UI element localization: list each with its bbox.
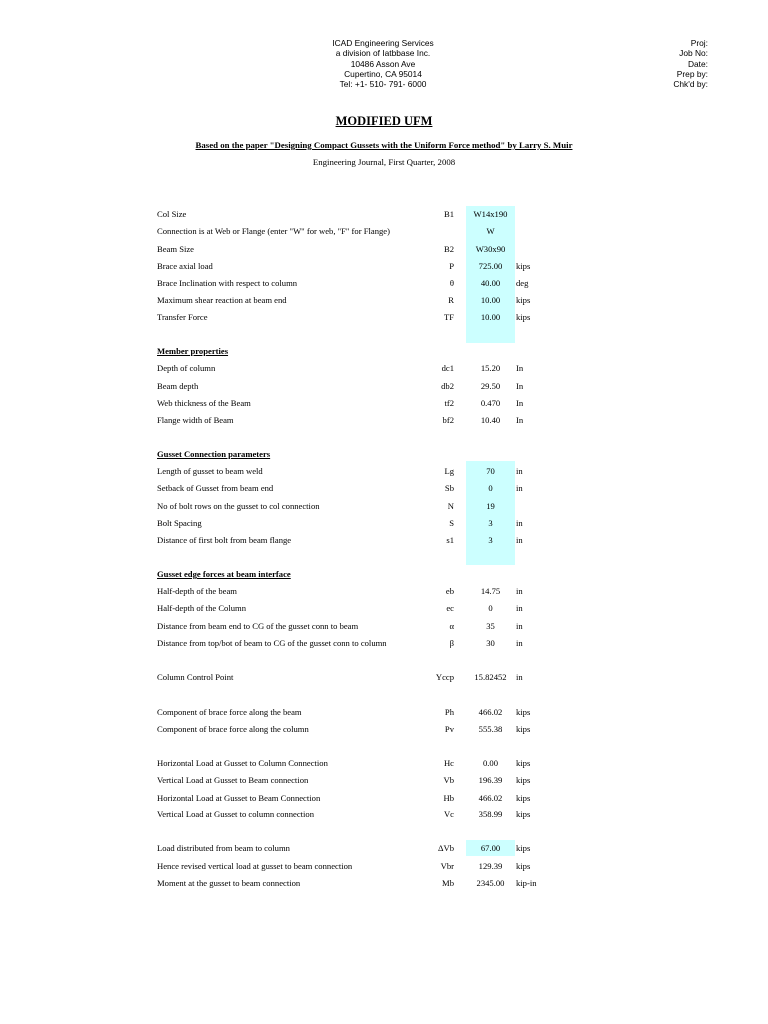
row-first-bolt-distance bbox=[0, 533, 768, 547]
row-unit: in bbox=[516, 638, 523, 648]
row-label: Component of brace force along the column bbox=[157, 724, 309, 734]
row-unit: In bbox=[516, 363, 524, 373]
row-label: Column Control Point bbox=[157, 672, 234, 682]
row-label: Beam Size bbox=[157, 244, 194, 254]
row-beta-distance bbox=[0, 636, 768, 650]
company-address-block bbox=[300, 38, 466, 89]
row-label: Horizontal Load at Gusset to Beam Connection bbox=[157, 793, 321, 803]
row-value: 466.02 bbox=[478, 707, 503, 717]
row-unit: in bbox=[516, 672, 523, 682]
row-value: 10.40 bbox=[480, 415, 501, 425]
row-label: Brace axial load bbox=[157, 261, 213, 271]
row-value: 29.50 bbox=[480, 381, 501, 391]
row-symbol: bf2 bbox=[442, 415, 454, 425]
checked-by-label: Chk'd by: bbox=[673, 79, 708, 90]
row-beam-depth bbox=[0, 379, 768, 393]
row-label: Setback of Gusset from beam end bbox=[157, 483, 274, 493]
row-value: 0.00 bbox=[482, 758, 499, 768]
row-unit: in bbox=[516, 483, 523, 493]
row-label: Flange width of Beam bbox=[157, 415, 234, 425]
bolt-spacing-input[interactable]: 3 bbox=[488, 518, 493, 528]
row-label: Vertical Load at Gusset to Beam connection bbox=[157, 775, 309, 785]
row-label: Col Size bbox=[157, 209, 187, 219]
row-symbol: N bbox=[447, 501, 454, 511]
row-value: 30 bbox=[486, 638, 495, 648]
row-symbol: ec bbox=[446, 603, 454, 613]
row-vertical-load-beam bbox=[0, 773, 768, 787]
row-unit: deg bbox=[516, 278, 529, 288]
connection-type-input[interactable]: W bbox=[486, 226, 495, 236]
row-value: 0 bbox=[488, 603, 493, 613]
row-value: 196.39 bbox=[478, 775, 503, 785]
row-moment-at-connection bbox=[0, 876, 768, 890]
row-max-shear-reaction bbox=[0, 293, 768, 307]
col-size-input[interactable]: W14x190 bbox=[473, 209, 508, 219]
row-unit: in bbox=[516, 518, 523, 528]
row-label: Brace Inclination with respect to column bbox=[157, 278, 298, 288]
row-unit: kips bbox=[516, 707, 531, 717]
row-symbol: Pv bbox=[444, 724, 454, 734]
row-alpha-distance bbox=[0, 619, 768, 633]
row-col-size bbox=[0, 207, 768, 221]
row-half-depth-beam bbox=[0, 584, 768, 598]
row-half-depth-column bbox=[0, 601, 768, 615]
row-symbol: Ph bbox=[444, 707, 454, 717]
row-label: Maximum shear reaction at beam end bbox=[157, 295, 287, 305]
row-symbol: S bbox=[449, 518, 454, 528]
company-division: a division of Iatbbase Inc. bbox=[335, 48, 431, 59]
row-revised-vertical-load bbox=[0, 859, 768, 873]
row-symbol: tf2 bbox=[444, 398, 454, 408]
gusset-length-input[interactable]: 70 bbox=[486, 466, 495, 476]
row-value: 358.99 bbox=[478, 809, 503, 819]
row-symbol: β bbox=[449, 638, 454, 648]
row-unit: kips bbox=[516, 861, 531, 871]
row-unit: kips bbox=[516, 724, 531, 734]
row-symbol: θ bbox=[449, 278, 454, 288]
row-flange-width bbox=[0, 413, 768, 427]
row-connection-type bbox=[0, 224, 768, 238]
job-no-label: Job No: bbox=[679, 48, 708, 59]
row-label: Distance of first bolt from beam flange bbox=[157, 535, 292, 545]
row-value: 35 bbox=[486, 621, 495, 631]
row-unit: in bbox=[516, 466, 523, 476]
row-label: Hence revised vertical load at gusset to beam connection bbox=[157, 861, 353, 871]
row-symbol: B1 bbox=[443, 209, 454, 219]
row-value: 15.82452 bbox=[474, 672, 507, 682]
row-symbol: eb bbox=[445, 586, 454, 596]
beam-size-input[interactable]: W30x90 bbox=[475, 244, 506, 254]
row-label: Transfer Force bbox=[157, 312, 208, 322]
row-unit: kips bbox=[516, 809, 531, 819]
date-label: Date: bbox=[687, 58, 708, 69]
page-subtitle: Based on the paper "Designing Compact Gussets with the Uniform Force method" by Larry S. Muir bbox=[195, 140, 573, 150]
row-horizontal-load-beam bbox=[0, 791, 768, 805]
row-unit: kip-in bbox=[516, 878, 537, 888]
row-label: Component of brace force along the beam bbox=[157, 707, 302, 717]
row-depth-of-column bbox=[0, 361, 768, 375]
row-value: 2345.00 bbox=[476, 878, 505, 888]
row-symbol: R bbox=[448, 295, 454, 305]
row-gusset-length bbox=[0, 464, 768, 478]
row-label: Distance from beam end to CG of the gusset conn to beam bbox=[157, 621, 359, 631]
row-symbol: Hb bbox=[443, 793, 454, 803]
gusset-setback-input[interactable]: 0 bbox=[488, 483, 493, 493]
row-symbol: db2 bbox=[441, 381, 454, 391]
company-phone: Tel: +1- 510- 791- 6000 bbox=[339, 79, 427, 90]
proj-label: Proj: bbox=[690, 38, 708, 48]
row-label: Depth of column bbox=[157, 363, 216, 373]
brace-inclination-input[interactable]: 40.00 bbox=[480, 278, 501, 288]
section-heading-edge-forces: Gusset edge forces at beam interface bbox=[157, 569, 291, 579]
row-unit: kips bbox=[516, 295, 531, 305]
company-street: 10486 Asson Ave bbox=[350, 58, 416, 69]
row-label: Half-depth of the beam bbox=[157, 586, 237, 596]
row-transfer-force bbox=[0, 310, 768, 324]
row-unit: kips bbox=[516, 843, 531, 853]
row-value: 0.470 bbox=[480, 398, 501, 408]
row-web-thickness bbox=[0, 396, 768, 410]
row-bolt-spacing bbox=[0, 516, 768, 530]
row-unit: kips bbox=[516, 758, 531, 768]
row-symbol: Vc bbox=[443, 809, 454, 819]
max-shear-reaction-input[interactable]: 10.00 bbox=[480, 295, 501, 305]
row-symbol: Mb bbox=[442, 878, 454, 888]
row-beam-size bbox=[0, 242, 768, 256]
row-symbol: Sb bbox=[444, 483, 454, 493]
row-unit: in bbox=[516, 535, 523, 545]
row-symbol: ΔVb bbox=[437, 843, 454, 853]
row-brace-axial-load bbox=[0, 259, 768, 273]
row-unit: in bbox=[516, 621, 523, 631]
project-info-block bbox=[640, 38, 708, 89]
section-heading-gusset-parameters: Gusset Connection parameters bbox=[157, 449, 271, 459]
row-label: Web thickness of the Beam bbox=[157, 398, 251, 408]
row-gusset-setback bbox=[0, 481, 768, 495]
row-value: 466.02 bbox=[478, 793, 503, 803]
row-label: Moment at the gusset to beam connection bbox=[157, 878, 301, 888]
row-label: Bolt Spacing bbox=[157, 518, 202, 528]
row-horizontal-load-column bbox=[0, 756, 768, 770]
row-symbol: B2 bbox=[443, 244, 454, 254]
transfer-force-input[interactable]: 10.00 bbox=[480, 312, 501, 322]
row-label: Load distributed from beam to column bbox=[157, 843, 290, 853]
row-brace-inclination bbox=[0, 276, 768, 290]
row-value: 129.39 bbox=[478, 861, 503, 871]
page-title: MODIFIED UFM bbox=[335, 114, 433, 128]
row-label: No of bolt rows on the gusset to col connection bbox=[157, 501, 320, 511]
row-symbol: α bbox=[449, 621, 454, 631]
row-symbol: s1 bbox=[446, 535, 454, 545]
distributed-load-input[interactable]: 67.00 bbox=[480, 843, 501, 853]
row-label: Length of gusset to beam weld bbox=[157, 466, 263, 476]
row-value: 555.38 bbox=[478, 724, 503, 734]
row-component-along-beam bbox=[0, 705, 768, 719]
row-symbol: Vbr bbox=[440, 861, 454, 871]
row-label: Beam depth bbox=[157, 381, 199, 391]
row-label: Horizontal Load at Gusset to Column Connection bbox=[157, 758, 328, 768]
row-unit: In bbox=[516, 381, 524, 391]
section-heading-member-properties: Member properties bbox=[157, 346, 229, 356]
row-symbol: Lg bbox=[444, 466, 454, 476]
row-load-distributed bbox=[0, 841, 768, 855]
row-unit: kips bbox=[516, 793, 531, 803]
row-component-along-column bbox=[0, 722, 768, 736]
row-unit: In bbox=[516, 415, 524, 425]
row-label: Connection is at Web or Flange (enter "W" for web, "F" for Flange) bbox=[157, 226, 390, 236]
bolt-rows-input[interactable]: 19 bbox=[486, 501, 495, 511]
company-name: ICAD Engineering Services bbox=[332, 38, 434, 48]
row-symbol: Vb bbox=[443, 775, 454, 785]
row-symbol: P bbox=[449, 261, 454, 271]
row-value: 14.75 bbox=[480, 586, 501, 596]
prep-by-label: Prep by: bbox=[676, 68, 708, 79]
brace-axial-load-input[interactable]: 725.00 bbox=[478, 261, 503, 271]
journal-reference: Engineering Journal, First Quarter, 2008 bbox=[312, 157, 456, 167]
row-unit: In bbox=[516, 398, 524, 408]
row-symbol: dc1 bbox=[441, 363, 454, 373]
row-column-control-point bbox=[0, 670, 768, 684]
row-vertical-load-column bbox=[0, 807, 768, 821]
row-bolt-rows bbox=[0, 499, 768, 513]
row-symbol: Hc bbox=[443, 758, 454, 768]
row-unit: in bbox=[516, 586, 523, 596]
row-label: Vertical Load at Gusset to column connection bbox=[157, 809, 315, 819]
first-bolt-distance-input[interactable]: 3 bbox=[488, 535, 493, 545]
row-unit: kips bbox=[516, 312, 531, 322]
row-unit: in bbox=[516, 603, 523, 613]
row-label: Half-depth of the Column bbox=[157, 603, 247, 613]
row-unit: kips bbox=[516, 775, 531, 785]
row-label: Distance from top/bot of beam to CG of the gusset conn to column bbox=[157, 638, 387, 648]
row-value: 15.20 bbox=[480, 363, 501, 373]
row-symbol: Yccp bbox=[435, 672, 454, 682]
row-symbol: TF bbox=[443, 312, 454, 322]
row-unit: kips bbox=[516, 261, 531, 271]
company-city: Cupertino, CA 95014 bbox=[344, 68, 422, 79]
